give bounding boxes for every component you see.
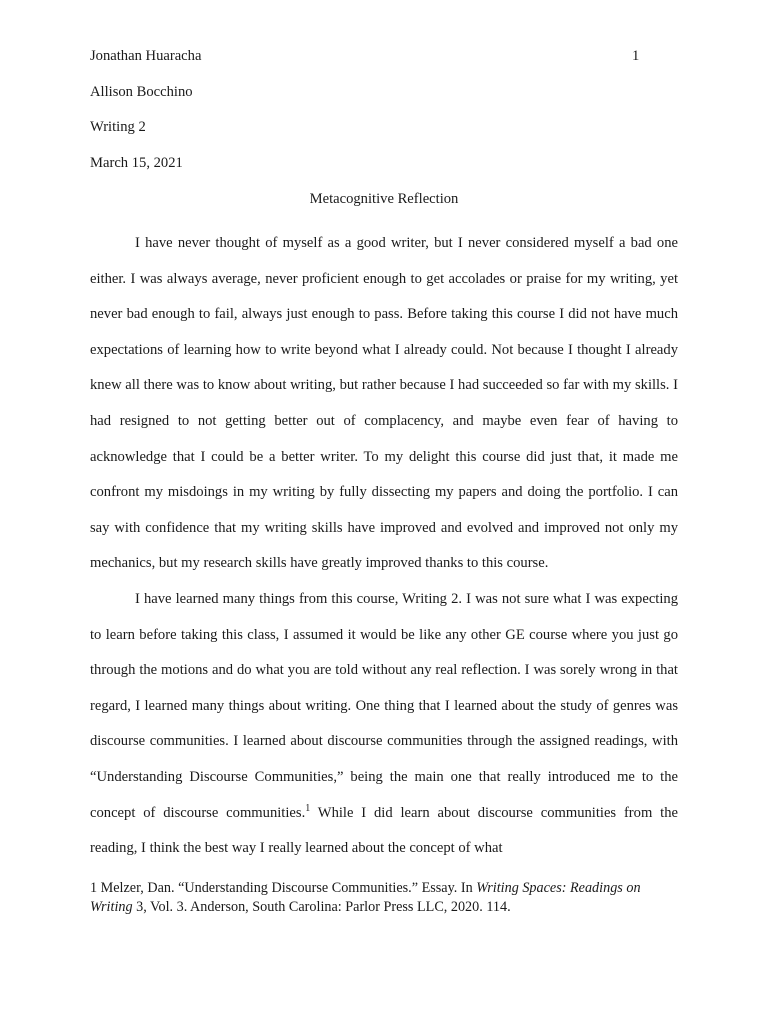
paragraph-1: I have never thought of myself as a good writer, but I never considered myself a bad one either. I was always average, never proficient enough to get accolades or praise for my writing, yet never bad enough to fail, always just enough to pass. Before taking this course I did not have much expectations of learning how to write beyond what I already could. Not because I thought I already knew all there was to know about writing, but rather because I had succeeded so far with my skills. I had resigned to not getting better out of complacency, and maybe even fear of having to acknowledge that I could be a better writer. To my delight this course did just that, it made me confront my misdoings in my writing by fully dissecting my papers and doing the portfolio. I can say with confidence that my writing skills have improved and evolved and improved not only my mechanics, but my research skills have greatly improved thanks to this course. — [90, 235, 678, 572]
page-number: 1 — [632, 48, 640, 64]
document-title: Metacognitive Reflection — [309, 191, 459, 207]
paragraph-2-continuation: While I did learn about discourse communities from the reading, I think the best way I really learned about the concept of what — [90, 804, 678, 857]
footnote-text-end: 3, Vol. 3. Anderson, South Carolina: Parlor Press LLC, 2020. 114. — [132, 899, 511, 915]
paragraph-2 — [90, 582, 678, 867]
instructor-name: Allison Bocchino — [90, 84, 193, 100]
body-text — [90, 226, 678, 867]
date-line: March 15, 2021 — [90, 155, 183, 171]
footnote-text: 1 Melzer, Dan. “Understanding Discourse Communities.” Essay. In — [90, 880, 477, 896]
author-name: Jonathan Huaracha — [90, 48, 202, 64]
paragraph-2-text: I have learned many things from this course, Writing 2. I was not sure what I was expecting to learn before taking this class, I assumed it would be like any other GE course where you just go through the motions and do what you are told without any real reflection. I was sorely wrong in that regard, I learned many things about writing. One thing that I learned about the study of genres was discourse communities. I learned about discourse communities through the assigned readings, with “Understanding Discourse Communities,” being the main one that really introduced me to the concept of discourse communities. — [90, 590, 678, 821]
footnote-italic-title: Writing Spaces: Readings on Writing — [90, 880, 641, 915]
footnote — [90, 879, 650, 917]
course-name: Writing 2 — [90, 119, 146, 135]
footnote-reference: 1 — [305, 802, 311, 814]
